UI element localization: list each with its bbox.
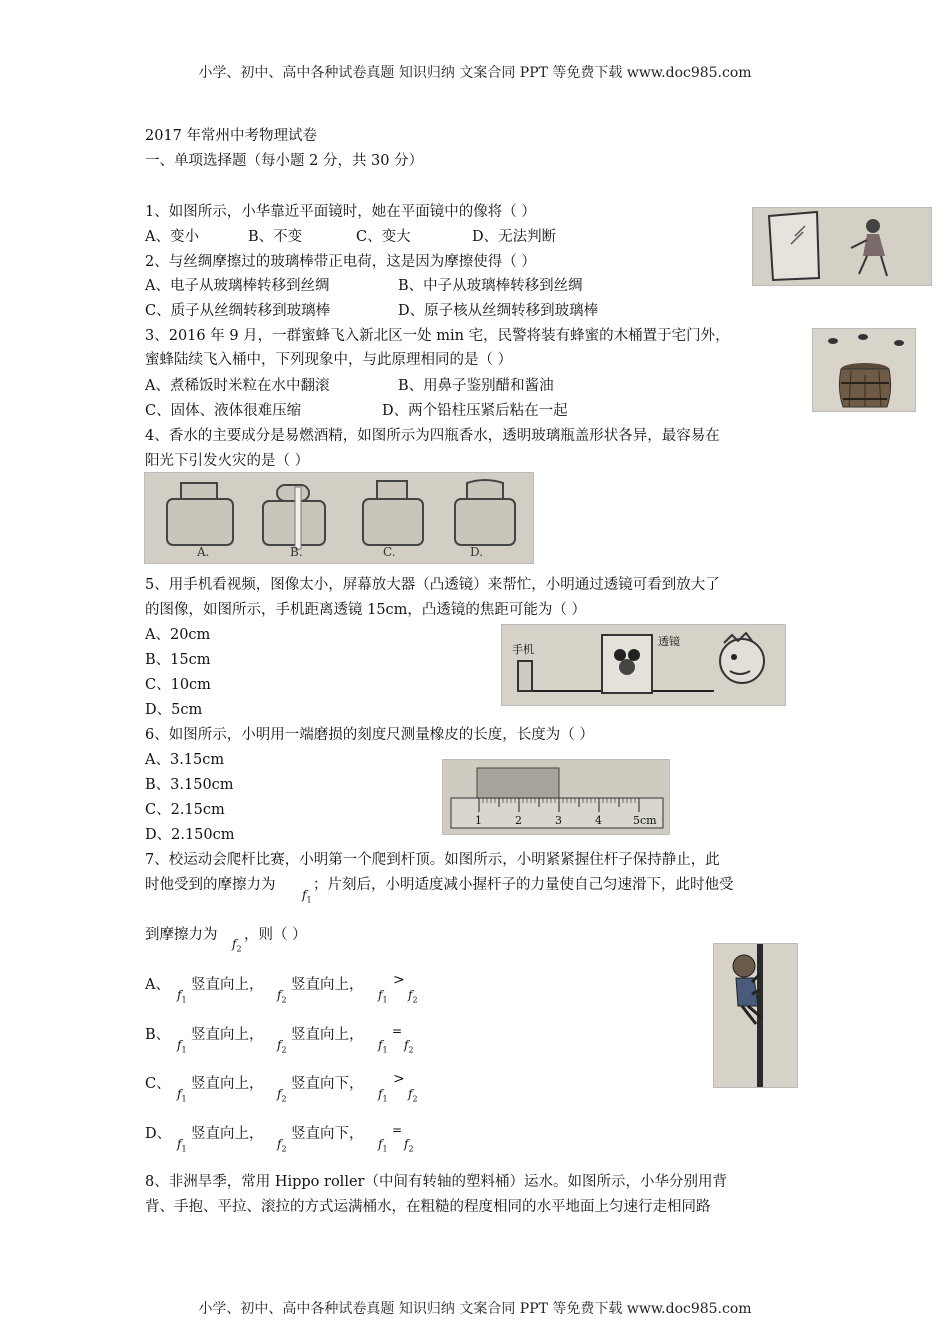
page-header: 小学、初中、高中各种试卷真题 知识归纳 文案合同 PPT 等免费下载 www.doc985.com (198, 65, 752, 81)
q7-option-b-dir2: 竖直向上， (291, 1027, 364, 1043)
q7-option-a-letter: A、 (145, 977, 170, 993)
q8-stem-line2: 背、手抱、平拉、滚拉的方式运满桶水，在粗糙的程度相同的水平地面上匀速行走相同路 (145, 1199, 711, 1215)
q6-option-b: B、3.150cm (145, 777, 234, 793)
q6-ruler-label-1: 1 (475, 814, 482, 827)
q4-label-c: C. (383, 545, 396, 559)
q5-phone-label: 手机 (512, 643, 534, 656)
q7-stem-line3a: 到摩擦力为 (145, 927, 218, 943)
q7-option-d-cmp-f2: $f_2$ (404, 1137, 414, 1154)
q4-label-d: D. (470, 545, 484, 559)
q6-option-d: D、2.150cm (145, 827, 235, 843)
q7-stem-line1: 7、校运动会爬杆比赛，小明第一个爬到杆顶。如图所示，小明紧紧握住杆子保持静止，此 (145, 852, 720, 868)
q7-option-c-cmp-f2: $f_2$ (408, 1087, 418, 1104)
q4-label-a: A. (197, 545, 210, 559)
q2-option-c: C、质子从丝绸转移到玻璃棒 (145, 303, 331, 319)
q5-option-d: D、5cm (145, 702, 203, 718)
q7-option-c-dir1: 竖直向上， (191, 1076, 264, 1092)
q2-stem: 2、与丝绸摩擦过的玻璃棒带正电荷，这是因为摩擦使得（ ） (145, 254, 536, 270)
q1-stem: 1、如图所示，小华靠近平面镜时，她在平面镜中的像将（ ） (145, 204, 536, 220)
q3-option-a: A、煮稀饭时米粒在水中翻滚 (145, 378, 330, 394)
q7-option-a-f1: $f_1$ (177, 988, 187, 1005)
q7-option-c-relation: > (393, 1071, 405, 1087)
q3-option-b: B、用鼻子鉴别醋和酱油 (398, 378, 554, 394)
q5-stem-line1: 5、用手机看视频，图像太小，屏幕放大器（凸透镜）来帮忙，小明通过透镜可看到放大了 (145, 577, 720, 593)
page-footer: 小学、初中、高中各种试卷真题 知识归纳 文案合同 PPT 等免费下载 www.doc985.com (198, 1301, 752, 1317)
q7-f2-symbol: $f_2$ (232, 937, 242, 954)
q7-stem-line3b: ，则（ ） (244, 927, 307, 943)
exam-title: 2017 年常州中考物理试卷 (145, 128, 318, 144)
q3-option-d: D、两个铅柱压紧后粘在一起 (382, 403, 568, 419)
q7-option-c-f2: $f_2$ (277, 1087, 287, 1104)
q7-option-b-cmp-f2: $f_2$ (404, 1038, 414, 1055)
q7-option-a-relation: > (393, 972, 405, 988)
q6-ruler-label-4: 4 (595, 814, 602, 827)
q2-option-d: D、原子核从丝绸转移到玻璃棒 (398, 303, 599, 319)
q6-option-c: C、2.15cm (145, 802, 225, 818)
q5-option-a: A、20cm (145, 627, 211, 643)
q7-option-a-cmp-f2: $f_2$ (408, 988, 418, 1005)
q6-ruler-figure (442, 759, 670, 835)
q1-option-b: B、不变 (248, 229, 303, 245)
q6-ruler-label-2: 2 (515, 814, 522, 827)
q3-barrel-figure (812, 328, 916, 412)
q7-option-b-relation: = (392, 1024, 403, 1038)
q1-option-a: A、变小 (145, 229, 199, 245)
q7-pole-climber-figure (713, 943, 798, 1088)
q7-option-a-f2: $f_2$ (277, 988, 287, 1005)
q5-lens-label: 透镜 (658, 635, 680, 648)
q7-option-d-f2: $f_2$ (277, 1137, 287, 1154)
q7-f1-symbol: $f_1$ (302, 888, 312, 905)
q7-option-d-relation: = (392, 1123, 403, 1137)
q4-stem-line1: 4、香水的主要成分是易燃酒精，如图所示为四瓶香水，透明玻璃瓶盖形状各异，最容易在 (145, 428, 720, 444)
q3-stem-line2: 蜜蜂陆续飞入桶中，下列现象中，与此原理相同的是（ ） (145, 352, 513, 368)
q7-option-c-cmp-f1: $f_1$ (378, 1087, 388, 1104)
q5-option-c: C、10cm (145, 677, 211, 693)
q7-option-b-dir1: 竖直向上， (191, 1027, 264, 1043)
q7-stem-line2b: ；片刻后，小明适度减小握杆子的力量使自己匀速滑下，此时他受 (313, 877, 734, 893)
q4-label-b: B. (290, 545, 303, 559)
q5-stem-line2: 的图像，如图所示，手机距离透镜 15cm，凸透镜的焦距可能为（ ） (145, 602, 587, 618)
q7-option-a-cmp-f1: $f_1$ (378, 988, 388, 1005)
q6-stem: 6、如图所示，小明用一端磨损的刻度尺测量橡皮的长度，长度为（ ） (145, 727, 594, 743)
q4-perfume-figure (144, 472, 534, 564)
q5-option-b: B、15cm (145, 652, 211, 668)
q6-ruler-label-3: 3 (555, 814, 562, 827)
q7-option-d-cmp-f1: $f_1$ (378, 1137, 388, 1154)
q7-option-c-f1: $f_1$ (177, 1087, 187, 1104)
q3-option-c: C、固体、液体很难压缩 (145, 403, 302, 419)
q7-option-b-f2: $f_2$ (277, 1038, 287, 1055)
q7-option-b-cmp-f1: $f_1$ (378, 1038, 388, 1055)
q7-option-a-dir1: 竖直向上， (191, 977, 264, 993)
q8-stem-line1: 8、非洲旱季，常用 Hippo roller（中间有转轴的塑料桶）运水。如图所示，小华分别用背 (145, 1174, 727, 1190)
q7-option-b-f1: $f_1$ (177, 1038, 187, 1055)
q7-option-b-letter: B、 (145, 1027, 171, 1043)
q7-option-d-dir1: 竖直向上， (191, 1126, 264, 1142)
q7-option-c-letter: C、 (145, 1076, 171, 1092)
q6-option-a: A、3.15cm (145, 752, 225, 768)
q7-stem-line2a: 时他受到的摩擦力为 (145, 877, 276, 893)
q6-ruler-label-5: 5cm (633, 814, 657, 827)
section-heading: 一、单项选择题（每小题 2 分，共 30 分） (145, 153, 424, 169)
q1-option-c: C、变大 (356, 229, 411, 245)
q7-option-d-dir2: 竖直向下， (291, 1126, 364, 1142)
q7-option-a-dir2: 竖直向上， (291, 977, 364, 993)
q4-stem-line2: 阳光下引发火灾的是（ ） (145, 453, 310, 469)
q7-option-d-letter: D、 (145, 1126, 172, 1142)
q2-option-a: A、电子从玻璃棒转移到丝绸 (145, 278, 330, 294)
q3-stem-line1: 3、2016 年 9 月，一群蜜蜂飞入新北区一处 min 宅，民警将装有蜂蜜的木桶置于宅门外， (145, 328, 730, 344)
q1-mirror-figure (752, 207, 932, 286)
q1-option-d: D、无法判断 (472, 229, 557, 245)
q7-option-d-f1: $f_1$ (177, 1137, 187, 1154)
q5-lens-figure (501, 624, 786, 706)
q2-option-b: B、中子从玻璃棒转移到丝绸 (398, 278, 583, 294)
q7-option-c-dir2: 竖直向下， (291, 1076, 364, 1092)
